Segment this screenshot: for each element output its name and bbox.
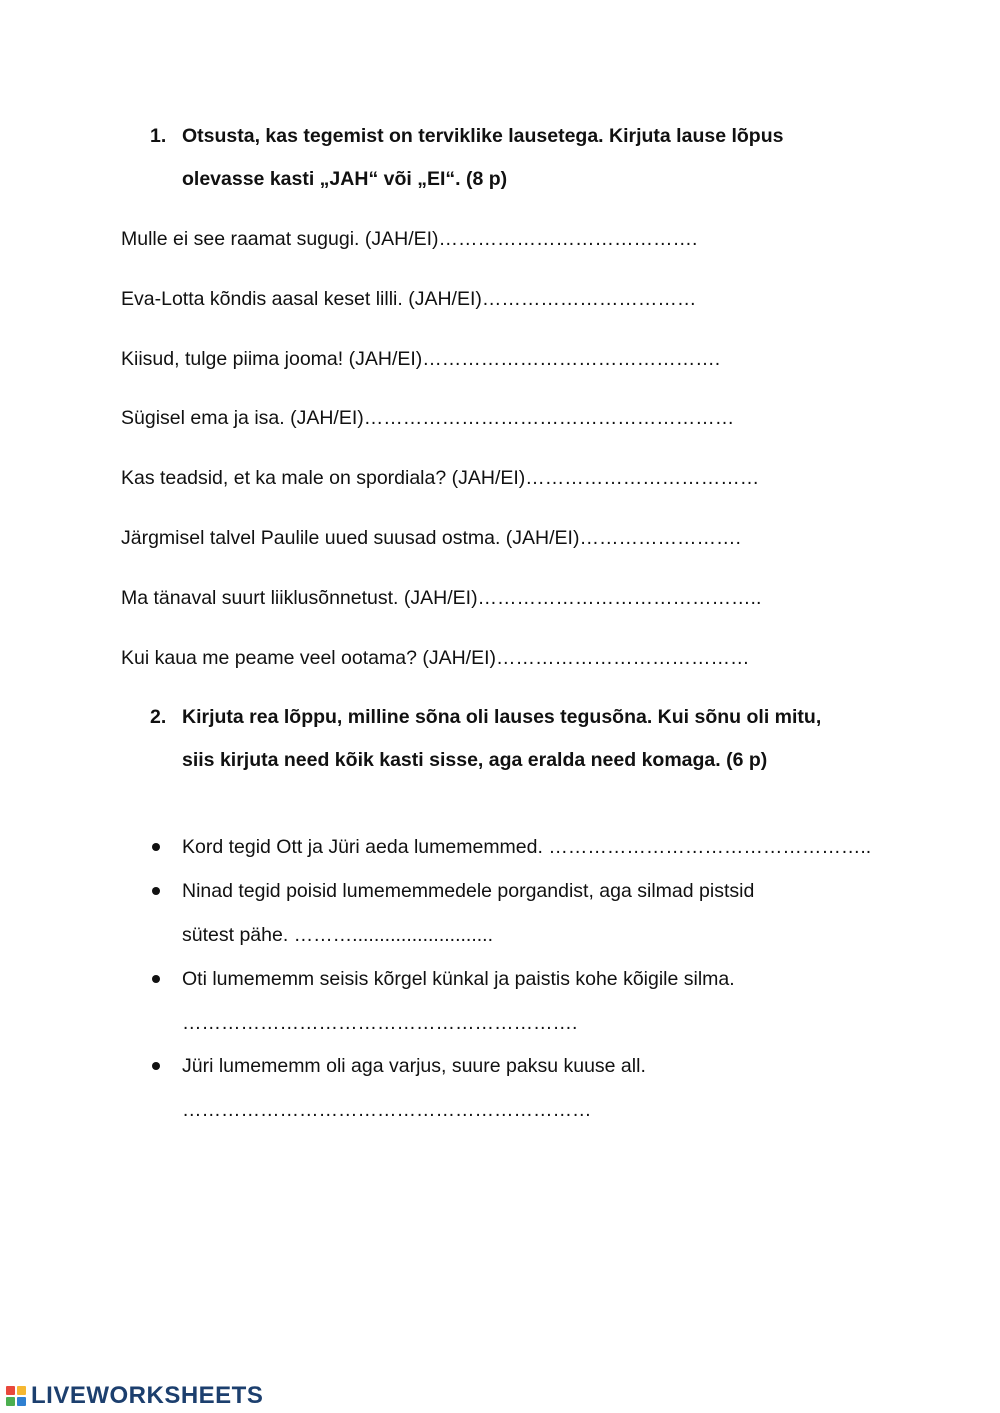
section-2-number: 2. <box>150 706 167 728</box>
section-1-item-6: Järgmisel talvel Paulile uued suusad ostma. (JAH/EI)……………………. <box>121 527 741 549</box>
section-1-item-8: Kui kaua me peame veel ootama? (JAH/EI)………………………………… <box>121 647 750 669</box>
bullet-icon <box>152 975 160 983</box>
section-2-bullet-3-line-2: ……………………………………………………. <box>182 1012 578 1034</box>
section-1-heading-line-2: olevasse kasti „JAH“ või „EI“. (8 p) <box>182 168 508 190</box>
section-2-bullet-3-line-1: Oti lumememm seisis kõrgel künkal ja paistis kohe kõigile silma. <box>182 968 735 990</box>
liveworksheets-logo[interactable] <box>6 1381 263 1411</box>
bullet-icon <box>152 843 160 851</box>
bullet-icon <box>152 887 160 895</box>
section-2-heading-line-1: Kirjuta rea lõppu, milline sõna oli lauses tegusõna. Kui sõnu oli mitu, <box>182 706 822 728</box>
logo-blocks-icon <box>6 1386 26 1406</box>
section-2-bullet-2-line-1: Ninad tegid poisid lumememmedele porgandist, aga silmad pistsid <box>182 880 755 902</box>
section-1-item-4: Sügisel ema ja isa. (JAH/EI)………………………………………………… <box>121 407 735 429</box>
section-1-item-2: Eva-Lotta kõndis aasal keset lilli. (JAH/EI)…………………………… <box>121 288 697 310</box>
section-2-bullet-1-line-1: Kord tegid Ott ja Jüri aeda lumememmed. ………………………………………….. <box>182 836 872 858</box>
logo-block <box>6 1386 15 1395</box>
section-2-heading-line-2: siis kirjuta need kõik kasti sisse, aga eralda need komaga. (6 p) <box>182 749 768 771</box>
section-2-bullet-4-line-1: Jüri lumememm oli aga varjus, suure paksu kuuse all. <box>182 1055 646 1077</box>
logo-block <box>6 1397 15 1406</box>
section-1-item-1: Mulle ei see raamat sugugi. (JAH/EI)…………………………………. <box>121 228 698 250</box>
section-2-bullet-2-line-2: sütest pähe. ……….......................... <box>182 924 494 946</box>
section-1-number: 1. <box>150 125 167 147</box>
brand-name: LIVEWORKSHEETS <box>31 1382 264 1409</box>
section-1-item-3: Kiisud, tulge piima jooma! (JAH/EI)………………………………………. <box>121 348 721 370</box>
section-1-item-5: Kas teadsid, et ka male on spordiala? (JAH/EI)……………………………… <box>121 467 760 489</box>
section-2-bullet-4-line-2: ……………………………………………………… <box>182 1099 592 1121</box>
bullet-icon <box>152 1062 160 1070</box>
section-1-heading-line-1: Otsusta, kas tegemist on terviklike lausetega. Kirjuta lause lõpus <box>182 125 784 147</box>
section-1-item-7: Ma tänaval suurt liiklusõnnetust. (JAH/EI)…………………………………….. <box>121 587 762 609</box>
logo-block <box>17 1397 26 1406</box>
logo-block <box>17 1386 26 1395</box>
